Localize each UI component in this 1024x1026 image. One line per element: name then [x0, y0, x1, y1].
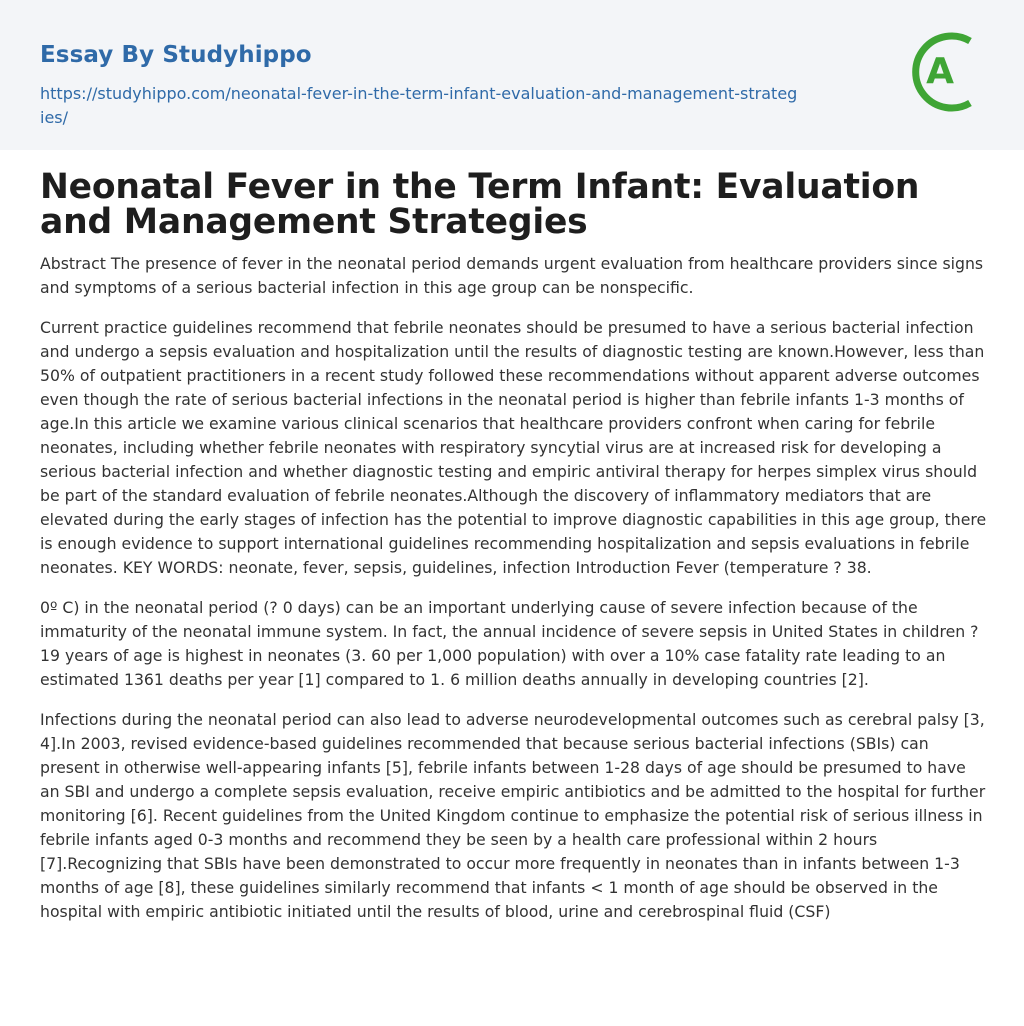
page-header [0, 0, 1024, 150]
article-title: Neonatal Fever in the Term Infant: Evaluation and Management Strategies [40, 167, 920, 242]
logo-letter: A [926, 51, 954, 92]
paragraph-abstract: Abstract The presence of fever in the neonatal period demands urgent evaluation from healthcare providers since signs and symptoms of a serious bacterial infection in this age group can be nonspecific. [40, 254, 984, 297]
source-url-link[interactable]: https://studyhippo.com/neonatal-fever-in-the-term-infant-evaluation-and-management-strategies/ [40, 84, 798, 127]
article-body [40, 167, 988, 940]
paragraph: Infections during the neonatal period can also lead to adverse neurodevelopmental outcomes such as cerebral palsy [3, 4].In 2003, revised evidence-based guidelines recommended that because serious bacterial infections (SBIs) can present in otherwise well-appearing infants [5], febrile infants between 1-28 days of age should be presumed to have an SBI and undergo a complete sepsis evaluation, receive empiric antibiotics and be admitted to the hospital for further monitoring [6]. Recent guidelines from the United Kingdom continue to emphasize the potential risk of serious illness in febrile infants aged 0-3 months and recommend they be seen by a health care professional within 2 hours [7].Recognizing that SBIs have been demonstrated to occur more frequently in neonates than in infants between 1-3 months of age [8], these guidelines similarly recommend that infants < 1 month of age should be observed in the hospital with empiric antibiotic initiated until the results of blood, urine and cerebrospinal fluid (CSF) [40, 710, 986, 921]
paragraph: 0º C) in the neonatal period (? 0 days) can be an important underlying cause of severe infection because of the immaturity of the neonatal immune system. In fact, the annual incidence of severe sepsis in United States in children ? 19 years of age is highest in neonates (3. 60 per 1,000 population) with over a 10% case fatality rate leading to an estimated 1361 deaths per year [1] compared to 1. 6 million deaths annually in developing countries [2]. [40, 598, 979, 689]
studyhippo-logo-icon[interactable] [910, 28, 988, 116]
paragraph: Current practice guidelines recommend that febrile neonates should be presumed to have a serious bacterial infection and undergo a sepsis evaluation and hospitalization until the results of diagnostic testing are known.However, less than 50% of outpatient practitioners in a recent study followed these recommendations without apparent adverse outcomes even though the rate of serious bacterial infections in the neonatal period is higher than febrile infants 1-3 months of age.In this article we examine various clinical scenarios that healthcare providers confront when caring for febrile neonates, including whether febrile neonates with respiratory syncytial virus are at increased risk for developing a serious bacterial infection and whether diagnostic testing and empiric antiviral therapy for herpes simplex virus should be part of the standard evaluation of febrile neonates.Although the discovery of inflammatory mediators that are elevated during the early stages of infection has the potential to improve diagnostic capabilities in this age group, there is enough evidence to support international guidelines recommending hospitalization and sepsis evaluations in febrile neonates. KEY WORDS: neonate, fever, sepsis, guidelines, infection Introduction Fever (temperature ? 38. [40, 318, 987, 577]
brand-title[interactable]: Essay By Studyhippo [40, 42, 312, 68]
